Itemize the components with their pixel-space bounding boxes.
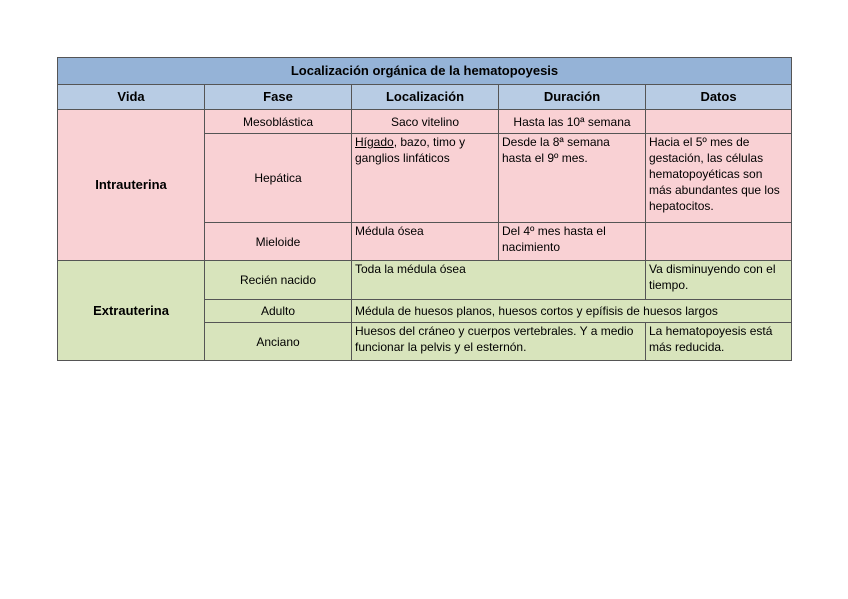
fase-cell: Adulto [205, 300, 352, 323]
fase-cell: Recién nacido [205, 261, 352, 300]
localizacion-cell: Médula de huesos planos, huesos cortos y epífisis de huesos largos [352, 300, 792, 323]
hematopoyesis-table [57, 57, 792, 361]
duracion-cell: Desde la 8ª semana hasta el 9º mes. [499, 134, 646, 223]
duracion-cell: Hasta las 10ª semana [499, 110, 646, 134]
header-row [58, 85, 792, 110]
datos-cell: La hematopoyesis está más reducida. [646, 323, 792, 361]
localizacion-cell: Huesos del cráneo y cuerpos vertebrales. Y a medio funcionar la pelvis y el esternón. [352, 323, 646, 361]
datos-cell: Va disminuyendo con el tiempo. [646, 261, 792, 300]
datos-cell: Hacia el 5º mes de gestación, las células hematopoyéticas son más abundantes que los hepatocitos. [646, 134, 792, 223]
title-row [58, 58, 792, 85]
duracion-cell: Del 4º mes hasta el nacimiento [499, 223, 646, 261]
vida-intrauterina: Intrauterina [58, 110, 205, 261]
table-title: Localización orgánica de la hematopoyesis [58, 58, 792, 85]
datos-cell [646, 223, 792, 261]
localizacion-rest-text: , bazo, timo y ganglios linfáticos [355, 135, 466, 165]
localizacion-cell: Médula ósea [352, 223, 499, 261]
fase-cell: Mieloide [205, 223, 352, 261]
localizacion-underlined-text: Hígado [355, 135, 394, 149]
table-row [58, 110, 792, 134]
localizacion-cell [352, 134, 499, 223]
header-localizacion: Localización [352, 85, 499, 110]
table-row [58, 261, 792, 300]
header-fase: Fase [205, 85, 352, 110]
header-vida: Vida [58, 85, 205, 110]
localizacion-cell: Toda la médula ósea [352, 261, 646, 300]
datos-cell [646, 110, 792, 134]
localizacion-cell: Saco vitelino [352, 110, 499, 134]
fase-cell: Hepática [205, 134, 352, 223]
header-datos: Datos [646, 85, 792, 110]
vida-extrauterina: Extrauterina [58, 261, 205, 361]
fase-cell: Mesoblástica [205, 110, 352, 134]
fase-cell: Anciano [205, 323, 352, 361]
header-duracion: Duración [499, 85, 646, 110]
